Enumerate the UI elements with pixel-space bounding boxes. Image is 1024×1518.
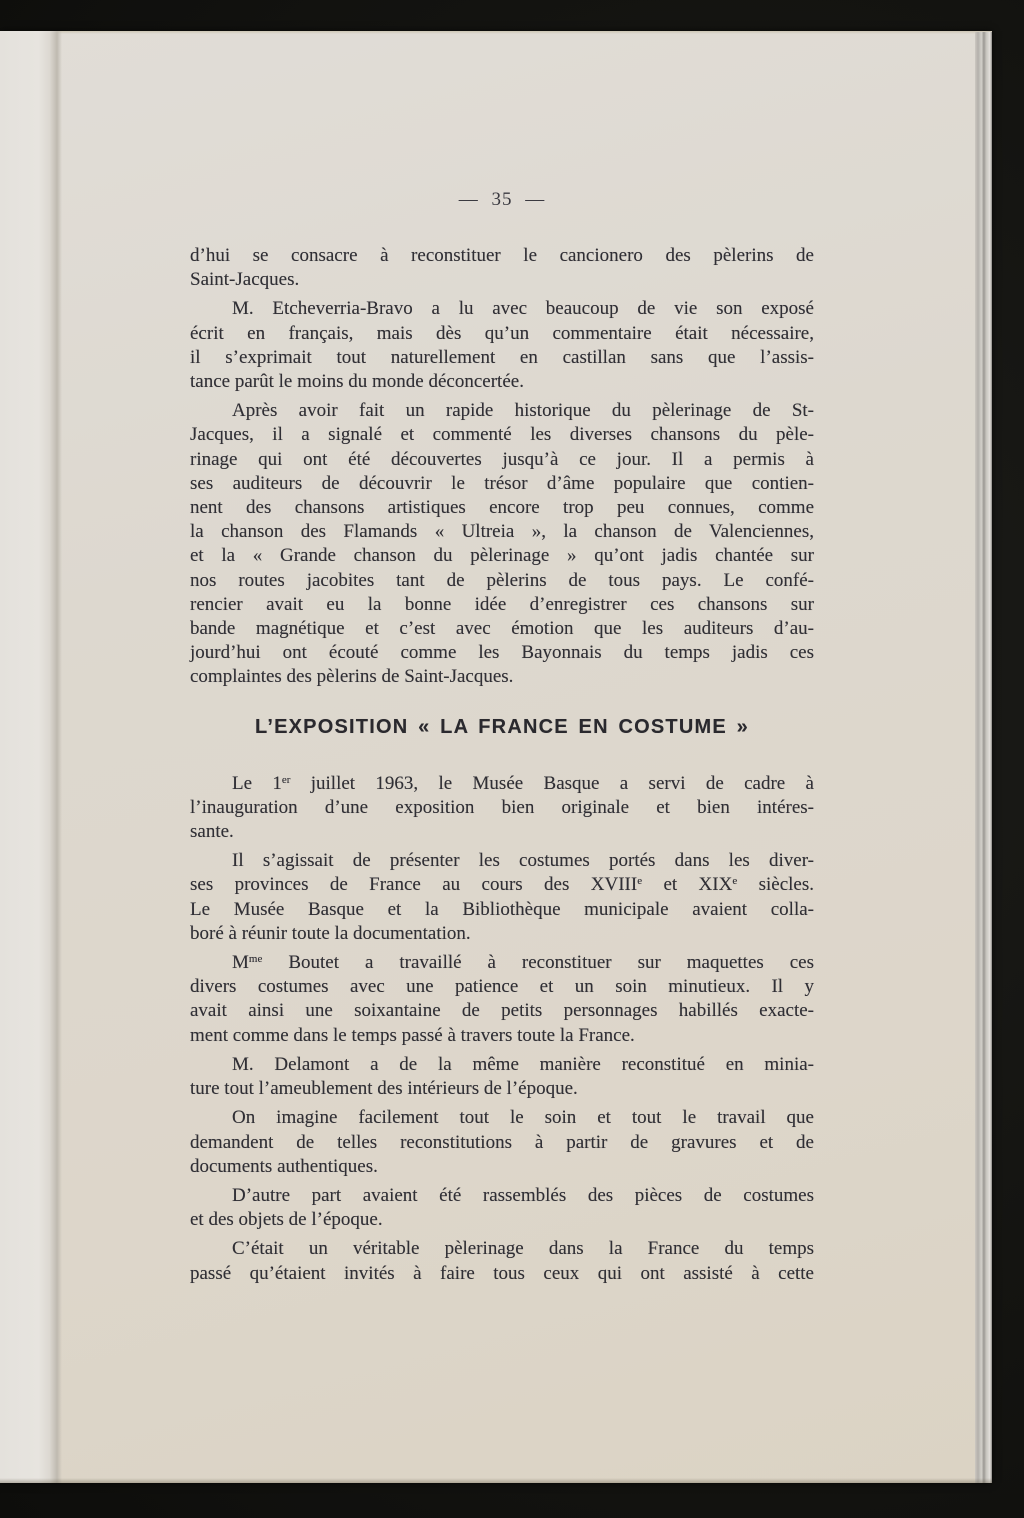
paragraph [190, 244, 814, 292]
text-line: ses provinces de France au cours des XVIIIe et XIXe siècles. [190, 874, 815, 896]
paragraph [190, 951, 814, 1048]
text-line: tance parût le moins du monde déconcertée. [190, 371, 524, 393]
section-conference [190, 244, 814, 690]
text-line: ses auditeurs de découvrir le trésor d’âme populaire que contien- [190, 472, 814, 494]
text-line: la chanson des Flamands « Ultreia », la chanson de Valenciennes, [190, 521, 814, 543]
paragraph [190, 1106, 814, 1179]
text-line: divers costumes avec une patience et un soin minutieux. Il y [190, 976, 814, 998]
text-line: il s’exprimait tout naturellement en castillan sans que l’assis- [190, 346, 814, 368]
text-line: Jacques, il a signalé et commenté les diverses chansons du pèle- [190, 424, 814, 446]
text-line: rencier avait eu la bonne idée d’enregistrer ces chansons sur [190, 593, 814, 615]
text-line: nent des chansons artistiques encore trop peu connues, comme [190, 497, 814, 519]
text-line: Le 1er juillet 1963, le Musée Basque a servi de cadre à [232, 772, 814, 794]
paragraph [190, 399, 814, 689]
text-line: d’hui se consacre à reconstituer le cancionero des pèlerins de [190, 245, 814, 266]
text-line: Le Musée Basque et la Bibliothèque municipale avaient colla- [190, 898, 814, 920]
text-line: et la « Grande chanson du pèlerinage » qu’ont jadis chantée sur [190, 545, 814, 567]
paragraph [190, 297, 814, 394]
book-page [0, 31, 992, 1483]
text-line: rinage qui ont été découvertes jusqu’à ce jour. Il a permis à [190, 448, 814, 470]
text-line: boré à réunir toute la documentation. [190, 922, 471, 944]
text-line: l’inauguration d’une exposition bien originale et bien intéres- [190, 796, 814, 818]
text-line: ture tout l’ameublement des intérieurs de l’époque. [190, 1078, 578, 1100]
text-line: Saint-Jacques. [190, 269, 300, 291]
text-line: M. Etcheverria-Bravo a lu avec beaucoup de vie son exposé [232, 298, 814, 320]
text-line: avait ainsi une soixantaine de petits personnages habillés exacte- [190, 1000, 814, 1022]
text-line: Il s’agissait de présenter les costumes portés dans les diver- [232, 850, 814, 872]
paragraph [190, 849, 814, 946]
text-line: et des objets de l’époque. [190, 1209, 383, 1231]
text-line: complaintes des pèlerins de Saint-Jacques. [190, 666, 514, 688]
paragraph [190, 1237, 814, 1285]
section-exposition [190, 772, 814, 1286]
text-line: bande magnétique et c’est avec émotion que les auditeurs d’au- [190, 618, 814, 640]
page-number: — 35 — [458, 189, 546, 210]
text-line: C’était un véritable pèlerinage dans la France du temps [232, 1238, 814, 1260]
text-column [190, 31, 814, 1291]
text-line: écrit en français, mais dès qu’un commentaire était nécessaire, [190, 322, 814, 344]
text-line: passé qu’étaient invités à faire tous ceux qui ont assisté à cette [190, 1262, 814, 1284]
text-line: documents authentiques. [190, 1155, 378, 1177]
text-line: jourd’hui ont écouté comme les Bayonnais du temps jadis ces [190, 642, 814, 664]
page-stack-edge [975, 32, 992, 1483]
text-line: D’autre part avaient été rassemblés des pièces de costumes [232, 1184, 814, 1206]
text-line: sante. [190, 821, 234, 843]
paragraph [190, 772, 814, 845]
text-line: M. Delamont a de la même manière reconstitué en minia- [232, 1053, 814, 1075]
text-line: demandent de telles reconstitutions à partir de gravures et de [190, 1131, 814, 1153]
paragraph [190, 1184, 814, 1232]
paragraph [190, 1053, 814, 1101]
text-line: Après avoir fait un rapide historique du pèlerinage de St- [232, 400, 814, 422]
text-line: ment comme dans le temps passé à travers toute la France. [190, 1024, 635, 1046]
section-heading: L’EXPOSITION « LA FRANCE EN COSTUME » [255, 715, 749, 738]
text-line: On imagine facilement tout le soin et tout le travail que [232, 1107, 814, 1129]
text-line: $M^{me}$ Boutet a travaillé à reconstituer sur maquettes ces [232, 952, 814, 974]
page-fold-crease [0, 31, 62, 1483]
text-line: nos routes jacobites tant de pèlerins de tous pays. Le confé- [190, 569, 814, 591]
page-text [190, 244, 814, 1286]
